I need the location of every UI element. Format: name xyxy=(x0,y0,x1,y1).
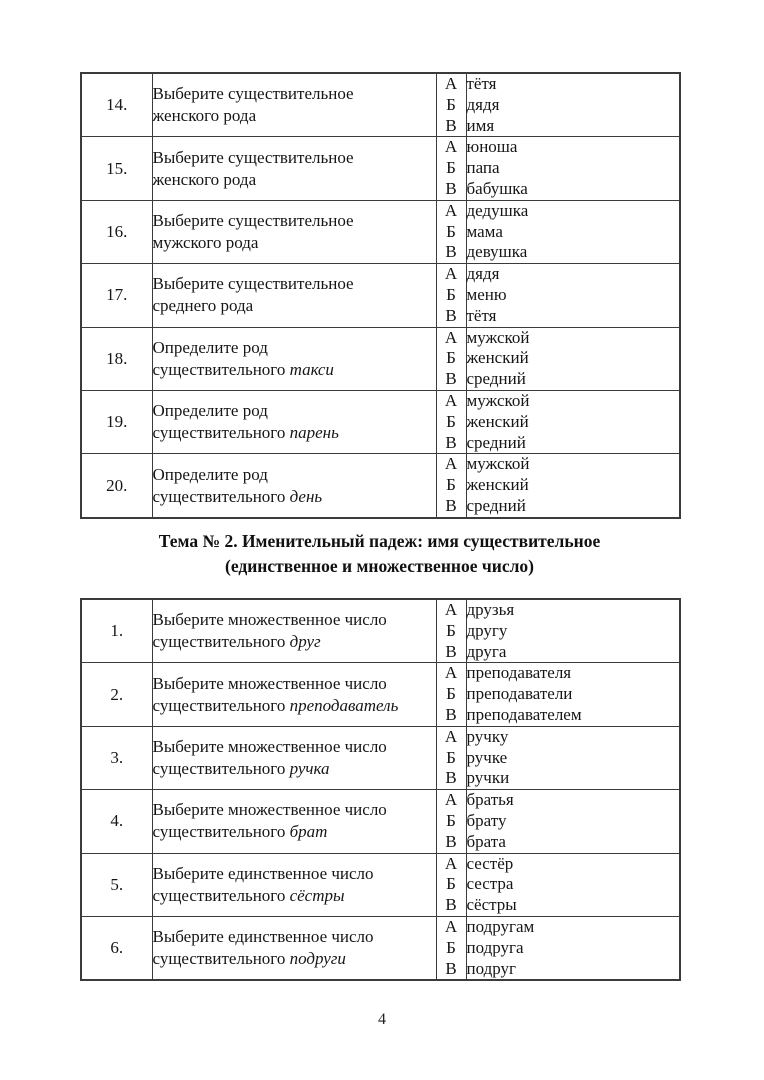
option-letter: Б xyxy=(446,94,456,114)
option-answer: мама xyxy=(466,221,503,241)
question-line-1: Выберите существительное xyxy=(152,210,354,230)
option-answer: женский xyxy=(466,348,529,368)
option-answer-cell xyxy=(466,200,680,263)
question-term-italic: день xyxy=(289,486,323,506)
option-letter: В xyxy=(445,115,457,135)
option-letter: А xyxy=(444,790,458,810)
option-answer: преподаватели xyxy=(466,684,573,704)
option-answer-cell xyxy=(466,790,680,853)
option-answer-cell xyxy=(466,916,680,980)
option-answer: тётя xyxy=(466,74,497,93)
question-line-2: существительного xyxy=(152,632,286,652)
option-answer: другу xyxy=(466,620,508,640)
option-letter: Б xyxy=(446,937,456,957)
option-answer: брату xyxy=(466,810,507,830)
option-answer: преподавателем xyxy=(466,704,582,724)
question-cell xyxy=(152,853,436,916)
option-answer: дедушка xyxy=(466,200,529,220)
option-answer-cell xyxy=(466,454,680,518)
option-answer: женский xyxy=(466,411,529,431)
question-cell xyxy=(152,137,436,200)
question-line-2: существительного xyxy=(152,423,286,443)
option-letter: В xyxy=(445,831,457,851)
question-term-italic: друг xyxy=(289,632,321,652)
option-answer: сёстры xyxy=(466,895,517,915)
option-letter-cell xyxy=(436,327,466,390)
question-line-1: Определите род xyxy=(152,337,268,357)
option-letter: В xyxy=(445,432,457,452)
table-row xyxy=(81,200,680,263)
option-letter: А xyxy=(444,390,458,410)
question-line-2: существительного xyxy=(152,822,286,842)
table-row xyxy=(81,599,680,663)
option-answer: средний xyxy=(466,495,526,515)
option-letter: Б xyxy=(446,684,456,704)
option-letter-cell xyxy=(436,137,466,200)
option-letter: В xyxy=(445,178,457,198)
option-letter: В xyxy=(445,369,457,389)
option-answer: сестёр xyxy=(466,853,514,873)
option-letter: А xyxy=(444,137,458,157)
option-answer-cell xyxy=(466,390,680,453)
option-letter-cell xyxy=(436,853,466,916)
table-row xyxy=(81,454,680,518)
option-answer-cell xyxy=(466,137,680,200)
option-answer-cell xyxy=(466,73,680,137)
option-answer-cell xyxy=(466,663,680,726)
table-row xyxy=(81,916,680,980)
option-answer: ручке xyxy=(466,747,508,767)
option-letter: Б xyxy=(446,810,456,830)
question-line-2: существительного xyxy=(152,359,286,379)
question-line-2: мужского рода xyxy=(152,232,259,252)
option-answer: друга xyxy=(466,641,507,661)
table-row xyxy=(81,726,680,789)
question-cell xyxy=(152,73,436,137)
question-line-2: существительного xyxy=(152,949,286,969)
option-letter: А xyxy=(444,200,458,220)
option-answer: подруг xyxy=(466,958,517,978)
question-number: 6. xyxy=(81,916,152,980)
option-answer: тётя xyxy=(466,305,497,325)
option-letter: А xyxy=(444,327,458,347)
option-letter: Б xyxy=(446,411,456,431)
option-answer: ручку xyxy=(466,726,509,746)
option-letter-cell xyxy=(436,200,466,263)
option-letter: Б xyxy=(446,284,456,304)
table-row xyxy=(81,327,680,390)
question-term-italic: такси xyxy=(289,359,334,379)
option-answer-cell xyxy=(466,327,680,390)
question-cell xyxy=(152,390,436,453)
table-row xyxy=(81,853,680,916)
option-answer: подруга xyxy=(466,937,524,957)
option-letter: Б xyxy=(446,221,456,241)
option-answer: подругам xyxy=(466,916,535,936)
option-answer-cell xyxy=(466,599,680,663)
question-cell xyxy=(152,663,436,726)
option-letter: Б xyxy=(446,620,456,640)
question-term-italic: ручка xyxy=(289,758,330,778)
option-letter-cell xyxy=(436,454,466,518)
question-line-2: существительного xyxy=(152,758,286,778)
option-answer: мужской xyxy=(466,327,530,347)
option-answer-cell xyxy=(466,264,680,327)
question-cell xyxy=(152,916,436,980)
option-answer: средний xyxy=(466,369,526,389)
question-line-2: существительного xyxy=(152,695,286,715)
question-cell xyxy=(152,599,436,663)
option-letter: А xyxy=(444,264,458,284)
option-letter-cell xyxy=(436,73,466,137)
question-line-1: Выберите единственное число xyxy=(152,927,374,947)
question-number: 16. xyxy=(81,200,152,263)
option-letter: Б xyxy=(446,475,456,495)
option-letter-cell xyxy=(436,790,466,853)
option-answer: юноша xyxy=(466,137,518,157)
table-row xyxy=(81,390,680,453)
question-line-2: женского рода xyxy=(152,169,257,189)
question-line-1: Выберите существительное xyxy=(152,147,354,167)
table-row xyxy=(81,137,680,200)
question-line-1: Выберите множественное число xyxy=(152,800,387,820)
question-number: 19. xyxy=(81,390,152,453)
option-answer: братья xyxy=(466,790,514,810)
table-row xyxy=(81,790,680,853)
question-line-1: Определите род xyxy=(152,401,268,421)
section-heading-line1: Тема № 2. Именительный падеж: имя существительное xyxy=(158,531,601,551)
question-line-2: среднего рода xyxy=(152,296,254,316)
question-line-1: Выберите единственное число xyxy=(152,863,374,883)
question-line-1: Выберите существительное xyxy=(152,274,354,294)
question-cell xyxy=(152,454,436,518)
option-answer: меню xyxy=(466,284,507,304)
section-heading xyxy=(80,529,679,579)
option-letter: А xyxy=(444,663,458,683)
option-answer: преподавателя xyxy=(466,663,572,683)
question-number: 18. xyxy=(81,327,152,390)
option-answer: мужской xyxy=(466,390,530,410)
question-number: 14. xyxy=(81,73,152,137)
question-line-1: Выберите множественное число xyxy=(152,610,387,630)
option-letter-cell xyxy=(436,264,466,327)
option-letter: В xyxy=(445,895,457,915)
option-letter-cell xyxy=(436,390,466,453)
question-line-2: женского рода xyxy=(152,106,257,126)
question-number: 15. xyxy=(81,137,152,200)
option-letter: В xyxy=(445,641,457,661)
option-answer: дядя xyxy=(466,264,500,284)
option-letter-cell xyxy=(436,916,466,980)
option-letter: А xyxy=(444,916,458,936)
question-cell xyxy=(152,200,436,263)
question-term-italic: преподаватель xyxy=(289,695,399,715)
question-number: 5. xyxy=(81,853,152,916)
option-letter: В xyxy=(445,495,457,515)
question-term-italic: брат xyxy=(289,822,328,842)
questions-table-gender xyxy=(80,72,681,519)
question-number: 17. xyxy=(81,264,152,327)
option-letter: В xyxy=(445,768,457,788)
option-answer: сестра xyxy=(466,874,514,894)
option-answer-cell xyxy=(466,853,680,916)
option-answer: ручки xyxy=(466,768,510,788)
option-letter: В xyxy=(445,242,457,262)
option-letter: А xyxy=(444,726,458,746)
option-answer: девушка xyxy=(466,242,528,262)
question-line-2: существительного xyxy=(152,486,286,506)
question-number: 20. xyxy=(81,454,152,518)
page-number: 4 xyxy=(378,1011,386,1028)
option-letter: Б xyxy=(446,874,456,894)
option-letter: В xyxy=(445,305,457,325)
option-answer: имя xyxy=(466,115,495,135)
question-line-2: существительного xyxy=(152,885,286,905)
question-number: 1. xyxy=(81,599,152,663)
question-cell xyxy=(152,790,436,853)
question-number: 2. xyxy=(81,663,152,726)
question-term-italic: парень xyxy=(289,423,339,443)
table-row xyxy=(81,73,680,137)
section-heading-line2: (единственное и множественное число) xyxy=(225,556,534,576)
question-number: 4. xyxy=(81,790,152,853)
option-answer: брата xyxy=(466,831,506,851)
question-line-1: Определите род xyxy=(152,464,268,484)
option-answer: женский xyxy=(466,475,529,495)
option-letter: Б xyxy=(446,348,456,368)
option-letter: В xyxy=(445,958,457,978)
option-letter-cell xyxy=(436,599,466,663)
option-answer: папа xyxy=(466,158,500,178)
question-cell xyxy=(152,264,436,327)
table-row xyxy=(81,663,680,726)
question-cell xyxy=(152,726,436,789)
option-letter-cell xyxy=(436,663,466,726)
option-letter: Б xyxy=(446,747,456,767)
question-cell xyxy=(152,327,436,390)
option-answer: друзья xyxy=(466,600,515,619)
option-answer: бабушка xyxy=(466,178,528,198)
question-term-italic: подруги xyxy=(289,949,346,969)
option-letter: А xyxy=(444,853,458,873)
question-line-1: Выберите множественное число xyxy=(152,673,387,693)
option-letter-cell xyxy=(436,726,466,789)
option-letter: Б xyxy=(446,158,456,178)
option-letter: А xyxy=(444,74,458,93)
option-answer: средний xyxy=(466,432,526,452)
option-letter: А xyxy=(444,454,458,474)
questions-table-number xyxy=(80,598,681,981)
option-answer: дядя xyxy=(466,94,500,114)
option-answer: мужской xyxy=(466,454,530,474)
table-row xyxy=(81,264,680,327)
question-line-1: Выберите существительное xyxy=(152,84,354,104)
question-line-1: Выберите множественное число xyxy=(152,736,387,756)
option-letter: А xyxy=(444,600,458,619)
question-term-italic: сёстры xyxy=(289,885,345,905)
question-number: 3. xyxy=(81,726,152,789)
option-answer-cell xyxy=(466,726,680,789)
option-letter: В xyxy=(445,704,457,724)
